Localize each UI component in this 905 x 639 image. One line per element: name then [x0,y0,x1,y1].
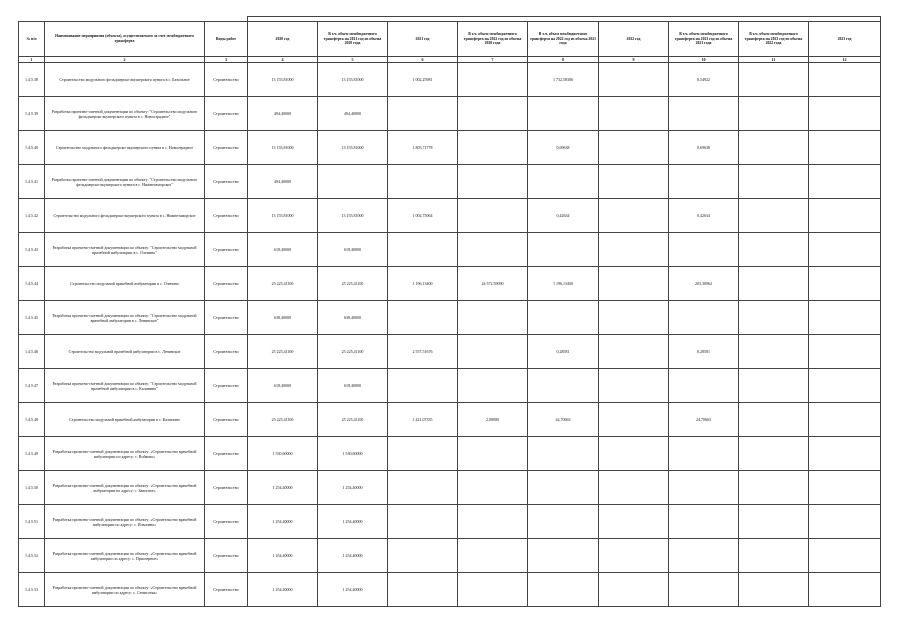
cell-2023 [809,199,881,233]
cell-2022-from-2020: 2,08080 [458,403,528,437]
row-name: Разработка проектно-сметной документации по объекту: "Строительство модульного фельдшерско-акушерского пункта в с. Нижнезаморское" [45,165,205,199]
header-2023: 2023 год [809,22,881,57]
cell-2023 [809,403,881,437]
cell-2023-from-2021 [669,369,739,403]
cell-2021-from-2020: 25 225,41100 [318,403,388,437]
header-row [19,22,881,57]
row-work-type: Строительство [205,573,248,607]
header-2023-from-2022: В т.ч. объем межбюджетного трансферта на 2023 год из объема 2022 года [739,22,809,57]
cell-2022 [599,97,669,131]
cell-2021-from-2020: 13 155,81000 [318,199,388,233]
cell-2022 [599,505,669,539]
table-row [19,471,881,505]
table-row [19,63,881,97]
cell-2023-from-2021 [669,471,739,505]
table-row [19,233,881,267]
cell-2021-from-2020: 618,40000 [318,233,388,267]
cell-2022-from-2020 [458,131,528,165]
cell-2023 [809,539,881,573]
row-name: Строительство модульной врачебной амбулатории в с. Ленинское [45,335,205,369]
row-number: 1.4.5.50 [19,471,45,505]
cell-2023-from-2022 [739,573,809,607]
cell-2022-from-2020: 24 572,59090 [458,267,528,301]
cell-2022-from-2021 [528,539,599,573]
cell-2022 [599,335,669,369]
cell-2021-from-2020: 1 254,40000 [318,505,388,539]
row-number: 1.4.5.46 [19,335,45,369]
cell-2023 [809,63,881,97]
cell-2023-from-2021 [669,539,739,573]
row-work-type: Строительство [205,63,248,97]
row-number: 1.4.5.41 [19,165,45,199]
cell-2023 [809,437,881,471]
cell-2022-from-2020 [458,63,528,97]
cell-2021-from-2020: 1 254,40000 [318,573,388,607]
row-number: 1.4.5.38 [19,63,45,97]
table-body [19,63,881,607]
cell-2023 [809,301,881,335]
cell-2022 [599,369,669,403]
row-work-type: Строительство [205,131,248,165]
row-name: Разработка проектно-сметной документации по объекту: "Строительство модульной врачебной амбулатории в с. Ленинское" [45,301,205,335]
row-name: Строительство модульного фельдшерско-акушерского пункта в с. Батальное [45,63,205,97]
cell-2023 [809,165,881,199]
cell-2022 [599,437,669,471]
row-work-type: Строительство [205,335,248,369]
cell-2021-from-2020: 13 155,81000 [318,131,388,165]
cell-2022 [599,267,669,301]
cell-2021 [388,539,458,573]
row-work-type: Строительство [205,301,248,335]
cell-2023 [809,573,881,607]
cell-2023-from-2022 [739,505,809,539]
cell-2022-from-2021 [528,233,599,267]
header-2022-from-2020: В т.ч. объем межбюджетного трансферта на 2022 год из объема 2020 года [458,22,528,57]
cell-2021: 1 002,75064 [388,199,458,233]
cell-2021 [388,233,458,267]
row-work-type: Строительство [205,471,248,505]
column-number: 5 [318,57,388,63]
table-row [19,539,881,573]
row-name: Разработка проектно-сметной документации по объекту: «Строительство врачебной амбулатории по адресу: с. Войково» [45,437,205,471]
cell-2023-from-2022 [739,539,809,573]
cell-2020: 638,40000 [248,301,318,335]
column-number: 1 [19,57,45,63]
cell-2023-from-2021 [669,437,739,471]
cell-2022-from-2020 [458,471,528,505]
cell-2022-from-2020 [458,199,528,233]
column-number: 4 [248,57,318,63]
table-row [19,267,881,301]
cell-2023 [809,97,881,131]
cell-2022 [599,539,669,573]
header-2022: 2022 год [599,22,669,57]
cell-2021-from-2020: 25 225,41100 [318,267,388,301]
cell-2022-from-2021 [528,505,599,539]
cell-2020: 13 155,81000 [248,199,318,233]
column-number: 3 [205,57,248,63]
cell-2020: 25 225,41100 [248,335,318,369]
cell-2021 [388,471,458,505]
cell-2023-from-2022 [739,233,809,267]
row-number: 1.4.5.40 [19,131,45,165]
table-row [19,97,881,131]
cell-2023 [809,505,881,539]
cell-2022-from-2021 [528,369,599,403]
cell-2021-from-2020: 1 254,40000 [318,539,388,573]
cell-2023-from-2021 [669,233,739,267]
row-number: 1.4.5.52 [19,539,45,573]
row-work-type: Строительство [205,233,248,267]
row-work-type: Строительство [205,267,248,301]
cell-2021 [388,369,458,403]
column-number: 2 [45,57,205,63]
table-row [19,301,881,335]
cell-2020: 25 225,41100 [248,403,318,437]
cell-2023-from-2022 [739,165,809,199]
cell-2021: 2 557,51676 [388,335,458,369]
cell-2022-from-2020 [458,437,528,471]
cell-2023-from-2022 [739,437,809,471]
cell-2020: 1 254,40000 [248,573,318,607]
row-number: 1.4.5.47 [19,369,45,403]
cell-2023-from-2021 [669,573,739,607]
row-number: 1.4.5.48 [19,403,45,437]
cell-2023 [809,233,881,267]
cell-2020: 1 530,60000 [248,437,318,471]
column-number: 7 [458,57,528,63]
cell-2020: 494,40000 [248,97,318,131]
cell-2020: 618,40000 [248,233,318,267]
row-number: 1.4.5.39 [19,97,45,131]
table-row [19,573,881,607]
cell-2023-from-2022 [739,131,809,165]
table-row [19,335,881,369]
cell-2023-from-2022 [739,267,809,301]
cell-2022-from-2021 [528,165,599,199]
cell-2023-from-2021: 0,42634 [669,199,739,233]
cell-2022-from-2020 [458,233,528,267]
row-number: 1.4.5.49 [19,437,45,471]
cell-2022 [599,403,669,437]
cell-2021: 1 002,25981 [388,63,458,97]
cell-2022-from-2021 [528,437,599,471]
cell-2023-from-2021: 0,54922 [669,63,739,97]
cell-2023-from-2022 [739,403,809,437]
header-2022-from-2021: В т.ч. объем межбюджетного трансферта на 2022 год из объема 2021 года [528,22,599,57]
cell-2023-from-2022 [739,335,809,369]
row-name: Разработка проектно-сметной документации по объекту: "Строительство модульной врачебной амбулатории в с. Калинино" [45,369,205,403]
cell-2022-from-2021 [528,97,599,131]
row-name: Разработка проектно-сметной документации по объекту: «Строительство врачебной амбулатории по адресу: с. Семисотка» [45,573,205,607]
cell-2023-from-2021 [669,301,739,335]
header-work-type: Виды работ [205,22,248,57]
cell-2020: 494,40000 [248,165,318,199]
table-row [19,131,881,165]
row-name: Разработка проектно-сметной документации по объекту: «Строительство врачебной амбулатории по адресу: с. Заветное» [45,471,205,505]
cell-2022-from-2020 [458,97,528,131]
header-2020: 2020 год [248,22,318,57]
row-name: Строительство модульного фельдшерско-акушерского пункта в с. Нижнезаморское [45,199,205,233]
column-number: 9 [599,57,669,63]
cell-2022 [599,301,669,335]
row-name: Разработка проектно-сметной документации по объекту: "Строительство модульной врачебной амбулатории в с. Оленино" [45,233,205,267]
cell-2023-from-2021: 203,30962 [669,267,739,301]
cell-2021: 1 196,13400 [388,267,458,301]
cell-2023-from-2021: 0,28581 [669,335,739,369]
table-row [19,505,881,539]
column-number: 6 [388,57,458,63]
cell-2020: 1 254,40000 [248,539,318,573]
cell-2022-from-2021 [528,471,599,505]
column-number: 12 [809,57,881,63]
cell-2020: 13 155,81000 [248,131,318,165]
cell-2021: 1 803,71778 [388,131,458,165]
table-row [19,199,881,233]
cell-2023-from-2022 [739,63,809,97]
row-number: 1.4.5.42 [19,199,45,233]
cell-2021-from-2020: 638,40000 [318,301,388,335]
cell-2023 [809,369,881,403]
row-number: 1.4.5.51 [19,505,45,539]
cell-2022-from-2020 [458,573,528,607]
table-row [19,165,881,199]
cell-2021-from-2020: 13 155,81000 [318,63,388,97]
cell-2023-from-2022 [739,301,809,335]
cell-2020: 13 155,81000 [248,63,318,97]
row-number: 1.4.5.53 [19,573,45,607]
cell-2022-from-2020 [458,539,528,573]
cell-2022 [599,131,669,165]
cell-2021 [388,97,458,131]
row-name: Строительство модульной врачебной амбулатории в с. Калинино [45,403,205,437]
header-2021: 2021 год [388,22,458,57]
cell-2022-from-2021: 1 732,58306 [528,63,599,97]
cell-2022 [599,471,669,505]
cell-2023-from-2021: 0,69638 [669,131,739,165]
document-sheet [18,16,880,607]
cell-2021-from-2020: 25 225,41100 [318,335,388,369]
header-2021-from-2020: В т.ч. объем межбюджетного трансферта на 2021 год из объема 2020 года [318,22,388,57]
row-number: 1.4.5.44 [19,267,45,301]
table-row [19,403,881,437]
cell-2021-from-2020 [318,165,388,199]
row-work-type: Строительство [205,505,248,539]
cell-2022-from-2020 [458,369,528,403]
cell-2022 [599,199,669,233]
cell-2022-from-2021: 1 196,13400 [528,267,599,301]
cell-2023 [809,471,881,505]
cell-2022-from-2021: 0,69638 [528,131,599,165]
cell-2023-from-2021: 24,70663 [669,403,739,437]
row-name: Разработка проектно-сметной документации по объекту: «Строительство врачебной амбулатории по адресу: с. Приозерное» [45,539,205,573]
cell-2022-from-2021 [528,301,599,335]
cell-2023-from-2021 [669,97,739,131]
row-work-type: Строительство [205,199,248,233]
row-number: 1.4.5.43 [19,233,45,267]
cell-2022-from-2020 [458,335,528,369]
cell-2022-from-2020 [458,301,528,335]
cell-2023 [809,131,881,165]
column-number: 10 [669,57,739,63]
row-name: Разработка проектно-сметной документации по объекту: "Строительство модульного фельдшерско-акушерского пункта в с. Новоотрадное" [45,97,205,131]
table-row [19,437,881,471]
cell-2023-from-2022 [739,369,809,403]
cell-2021-from-2020: 1 254,40000 [318,471,388,505]
cell-2021-from-2020: 618,40000 [318,369,388,403]
row-work-type: Строительство [205,165,248,199]
cell-2021: 1 421,07335 [388,403,458,437]
cell-2021 [388,165,458,199]
cell-2022 [599,63,669,97]
row-work-type: Строительство [205,97,248,131]
cell-2020: 1 254,40000 [248,471,318,505]
row-work-type: Строительство [205,539,248,573]
cell-2023-from-2022 [739,471,809,505]
row-work-type: Строительство [205,369,248,403]
row-work-type: Строительство [205,403,248,437]
cell-2022-from-2021 [528,573,599,607]
cell-2022 [599,573,669,607]
cell-2020: 618,40000 [248,369,318,403]
cell-2022 [599,233,669,267]
row-work-type: Строительство [205,437,248,471]
cell-2023 [809,267,881,301]
cell-2021 [388,505,458,539]
cell-2022-from-2021: 0,42634 [528,199,599,233]
header-2023-from-2021: В т.ч. объем межбюджетного трансферта на 2023 год из объема 2021 года [669,22,739,57]
cell-2023-from-2021 [669,165,739,199]
header-number: № п/п [19,22,45,57]
cell-2023 [809,335,881,369]
cell-2022-from-2020 [458,505,528,539]
cell-2020: 25 225,41100 [248,267,318,301]
cell-2022-from-2020 [458,165,528,199]
row-name: Разработка проектно-сметной документации по объекту: «Строительство врачебной амбулатории по адресу: с. Ильичево» [45,505,205,539]
column-number: 11 [739,57,809,63]
cell-2021-from-2020: 494,40000 [318,97,388,131]
row-number: 1.4.5.45 [19,301,45,335]
cell-2021-from-2020: 1 530,60000 [318,437,388,471]
cell-2020: 1 254,40000 [248,505,318,539]
cell-2022 [599,165,669,199]
cell-2022-from-2021: 24,70663 [528,403,599,437]
funding-table [18,16,881,607]
cell-2021 [388,573,458,607]
table-header [19,17,881,63]
cell-2023-from-2022 [739,199,809,233]
table-row [19,369,881,403]
header-name: Наименование мероприятия (объекта), осуществляемого за счет межбюджетного трансферта [45,22,205,57]
cell-2021 [388,301,458,335]
cell-2022-from-2021: 0,28581 [528,335,599,369]
cell-2023-from-2022 [739,97,809,131]
cell-2023-from-2021 [669,505,739,539]
cell-2021 [388,437,458,471]
row-name: Строительство модульного фельдшерско-акушерского пункта в с. Новоотрадное [45,131,205,165]
row-name: Строительство модульной врачебной амбулатории в с. Оленино [45,267,205,301]
column-number: 8 [528,57,599,63]
